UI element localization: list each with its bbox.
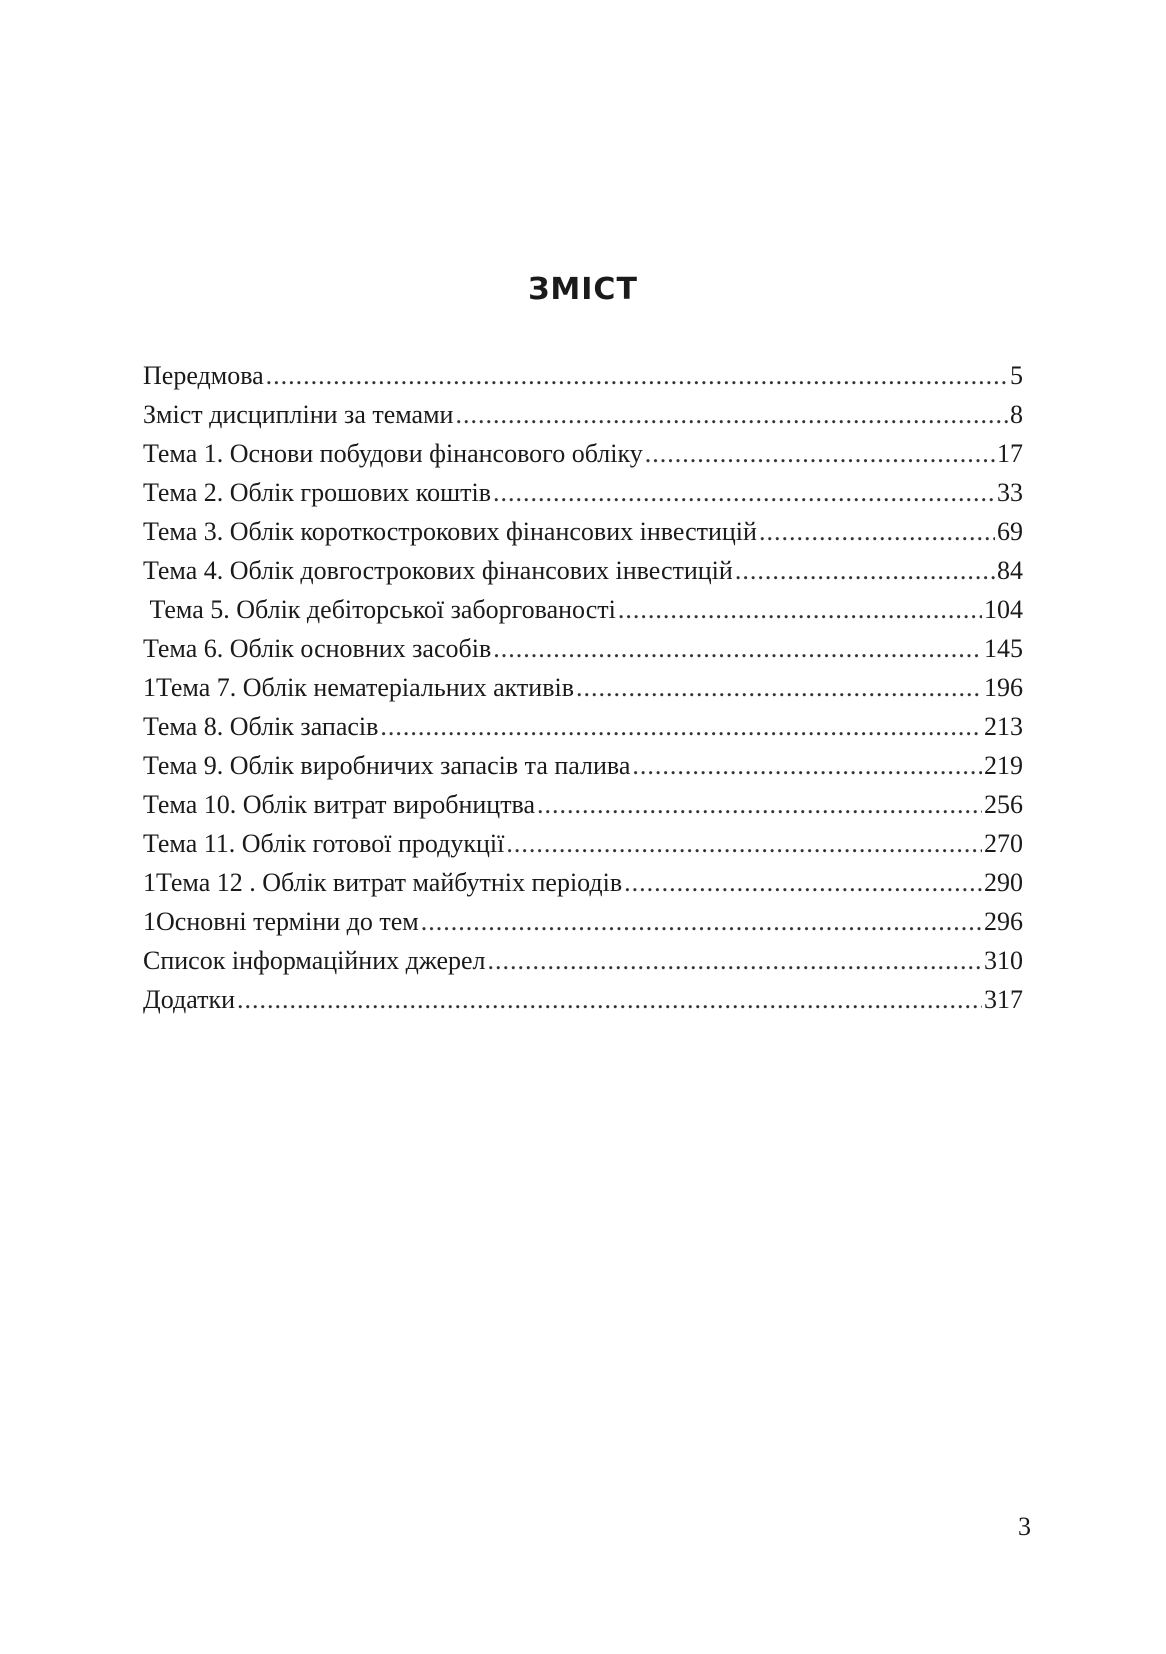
toc-entry xyxy=(143,902,1023,941)
toc-entry-title: Тема 9. Облік виробничих запасів та палива xyxy=(143,751,631,780)
toc-entry-page: 69 xyxy=(997,517,1023,546)
toc-entry xyxy=(143,590,1023,629)
toc-entry-page: 17 xyxy=(997,439,1023,468)
toc-entry-page: 104 xyxy=(984,595,1023,624)
toc-entry-title: Зміст дисципліни за темами xyxy=(143,400,454,429)
toc-entry-title: 1Тема 7. Облік нематеріальних активів xyxy=(143,673,574,702)
toc-entry xyxy=(143,863,1023,902)
toc-entry-title: Тема 10. Облік витрат виробництва xyxy=(143,790,536,819)
page-title: ЗМІСТ xyxy=(528,272,638,307)
toc-entry xyxy=(143,629,1023,668)
toc-dot-leader xyxy=(493,473,995,512)
toc-entry xyxy=(143,746,1023,785)
toc-entry-title: Тема 6. Облік основних засобів xyxy=(143,634,492,663)
toc-dot-leader xyxy=(624,863,982,902)
toc-dot-leader xyxy=(488,941,982,980)
toc-entry xyxy=(143,395,1023,434)
toc-entry-page: 256 xyxy=(984,790,1023,819)
toc-entry-page: 33 xyxy=(997,478,1023,507)
toc-entry-title: Тема 4. Облік довгострокових фінансових інвестицій xyxy=(143,556,733,585)
toc-entry-title: Додатки xyxy=(143,985,235,1014)
toc-dot-leader xyxy=(493,629,982,668)
toc-entry xyxy=(143,356,1023,395)
toc-entry-title: Тема 2. Облік грошових коштів xyxy=(143,478,492,507)
toc-entry-page: 317 xyxy=(984,985,1023,1014)
toc-dot-leader xyxy=(576,668,982,707)
toc-dot-leader xyxy=(237,980,982,1019)
toc-entry-title: Тема 11. Облік готової продукції xyxy=(143,829,505,858)
toc-entry-page: 8 xyxy=(1010,400,1023,429)
toc-entry-title: Тема 5. Облік дебіторської заборгованості xyxy=(143,595,616,624)
toc-entry-page: 196 xyxy=(984,673,1023,702)
toc-dot-leader xyxy=(266,356,1008,395)
toc-dot-leader xyxy=(759,512,995,551)
toc-entry xyxy=(143,551,1023,590)
toc-entry-page: 213 xyxy=(984,712,1023,741)
toc-entry-page: 145 xyxy=(984,634,1023,663)
toc-entry xyxy=(143,668,1023,707)
page-number: 3 xyxy=(1018,1512,1031,1541)
toc-entry-title: Тема 1. Основи побудови фінансового обліку xyxy=(143,439,643,468)
toc-entry xyxy=(143,785,1023,824)
toc-dot-leader xyxy=(421,902,982,941)
toc-entry xyxy=(143,707,1023,746)
toc-dot-leader xyxy=(735,551,995,590)
toc-entry-page: 310 xyxy=(984,946,1023,975)
toc-entry-page: 270 xyxy=(984,829,1023,858)
toc-dot-leader xyxy=(645,434,995,473)
toc-entry xyxy=(143,941,1023,980)
toc-entry xyxy=(143,824,1023,863)
toc-entry-title: Тема 8. Облік запасів xyxy=(143,712,379,741)
toc-entry-page: 296 xyxy=(984,907,1023,936)
toc-entry-title: 1Тема 12 . Облік витрат майбутніх періодів xyxy=(143,868,623,897)
toc-entry-title: Передмова xyxy=(143,361,264,390)
toc-entry xyxy=(143,434,1023,473)
toc-entry-page: 5 xyxy=(1010,361,1023,390)
toc-entry-page: 219 xyxy=(984,751,1023,780)
toc-entry xyxy=(143,980,1023,1019)
toc-entry-page: 290 xyxy=(984,868,1023,897)
toc-entry-title: Список інформаційних джерел xyxy=(143,946,486,975)
toc-dot-leader xyxy=(380,707,982,746)
table-of-contents xyxy=(143,356,1023,1019)
toc-entry-title: Тема 3. Облік короткострокових фінансових інвестицій xyxy=(143,517,757,546)
toc-dot-leader xyxy=(537,785,982,824)
toc-dot-leader xyxy=(455,395,1008,434)
toc-dot-leader xyxy=(632,746,982,785)
toc-dot-leader xyxy=(618,590,982,629)
toc-entry xyxy=(143,512,1023,551)
toc-entry-title: 1Основні терміни до тем xyxy=(143,907,419,936)
toc-dot-leader xyxy=(506,824,982,863)
toc-entry xyxy=(143,473,1023,512)
toc-entry-page: 84 xyxy=(997,556,1023,585)
